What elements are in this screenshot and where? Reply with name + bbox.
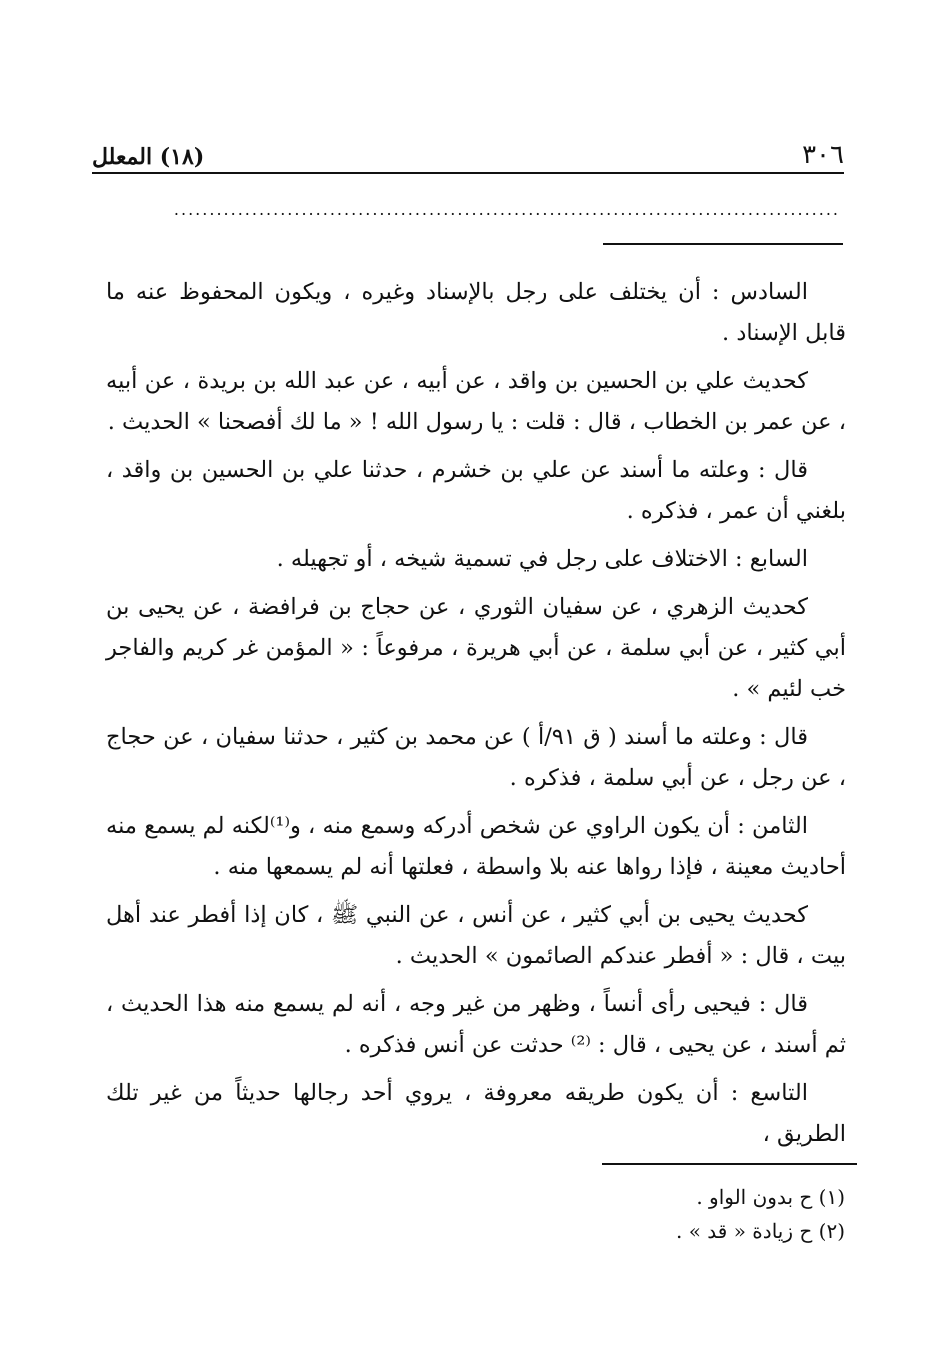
page-header <box>92 140 844 176</box>
dotted-line: .............................................................................................. <box>173 200 840 219</box>
footnote-2: (٢) ح زيادة « قد » . <box>675 1219 845 1243</box>
paragraph-7: الثامن : أن يكون الراوي عن شخص أدركه وسمع منه ، و⁽¹⁾لكنه لم يسمع منه أحاديث معينة ، فإذا رواها عنه بلا واسطة ، فعلتها أنه لم يسمعها منه . <box>106 813 846 880</box>
main-text <box>106 272 846 1162</box>
paragraph-8: كحديث يحيى بن أبي كثير ، عن أنس ، عن النبي ﷺ ، كان إذا أفطر عند أهل بيت ، قال : « أفطر عندكم الصائمون » الحديث . <box>106 902 846 969</box>
paragraph-10: التاسع : أن يكون طريقه معروفة ، يروي أحد رجالها حديثاً من غير تلك الطريق ، <box>106 1080 846 1147</box>
footnote-rule <box>602 1163 857 1165</box>
section-rule <box>603 243 843 245</box>
footnote-1: (١) ح بدون الواو . <box>696 1185 845 1209</box>
paragraph-2: كحديث علي بن الحسين بن واقد ، عن أبيه ، عن عبد الله بن بريدة ، عن أبيه ، عن عمر بن الخطاب ، قال : قلت : يا رسول الله ! « ما لك أفصحنا » الحديث . <box>106 368 846 435</box>
paragraph-4: السابع : الاختلاف على رجل في تسمية شيخه ، أو تجهيله . <box>276 546 808 572</box>
paragraph-6: قال : وعلته ما أسند ( ق ٩١/أ ) عن محمد بن كثير ، حدثنا سفيان ، عن حجاج ، عن رجل ، عن أبي سلمة ، فذكره . <box>106 724 846 791</box>
paragraph-1: السادس : أن يختلف على رجل بالإسناد وغيره ، ويكون المحفوظ عنه ما قابل الإسناد . <box>106 279 846 346</box>
footnotes <box>300 1180 845 1248</box>
paragraph-9: قال : فيحيى رأى أنساً ، وظهر من غير وجه ، أنه لم يسمع منه هذا الحديث ، ثم أسند ، عن يحيى ، قال : ⁽²⁾ حدثت عن أنس فذكره . <box>106 991 846 1058</box>
paragraph-5: كحديث الزهري ، عن سفيان الثوري ، عن حجاج بن فرافضة ، عن يحيى بن أبي كثير ، عن أبي سلمة ، عن أبي هريرة ، مرفوعاً : « المؤمن غر كريم والفاجر خب لئيم » . <box>106 594 846 702</box>
running-title: (١٨) المعلل <box>92 144 205 170</box>
paragraph-3: قال : وعلته ما أسند عن علي بن خشرم ، حدثنا علي بن الحسين بن واقد ، بلغني أن عمر ، فذكره . <box>106 457 846 524</box>
page-number: ٣٠٦ <box>802 140 844 170</box>
header-rule <box>92 172 844 174</box>
